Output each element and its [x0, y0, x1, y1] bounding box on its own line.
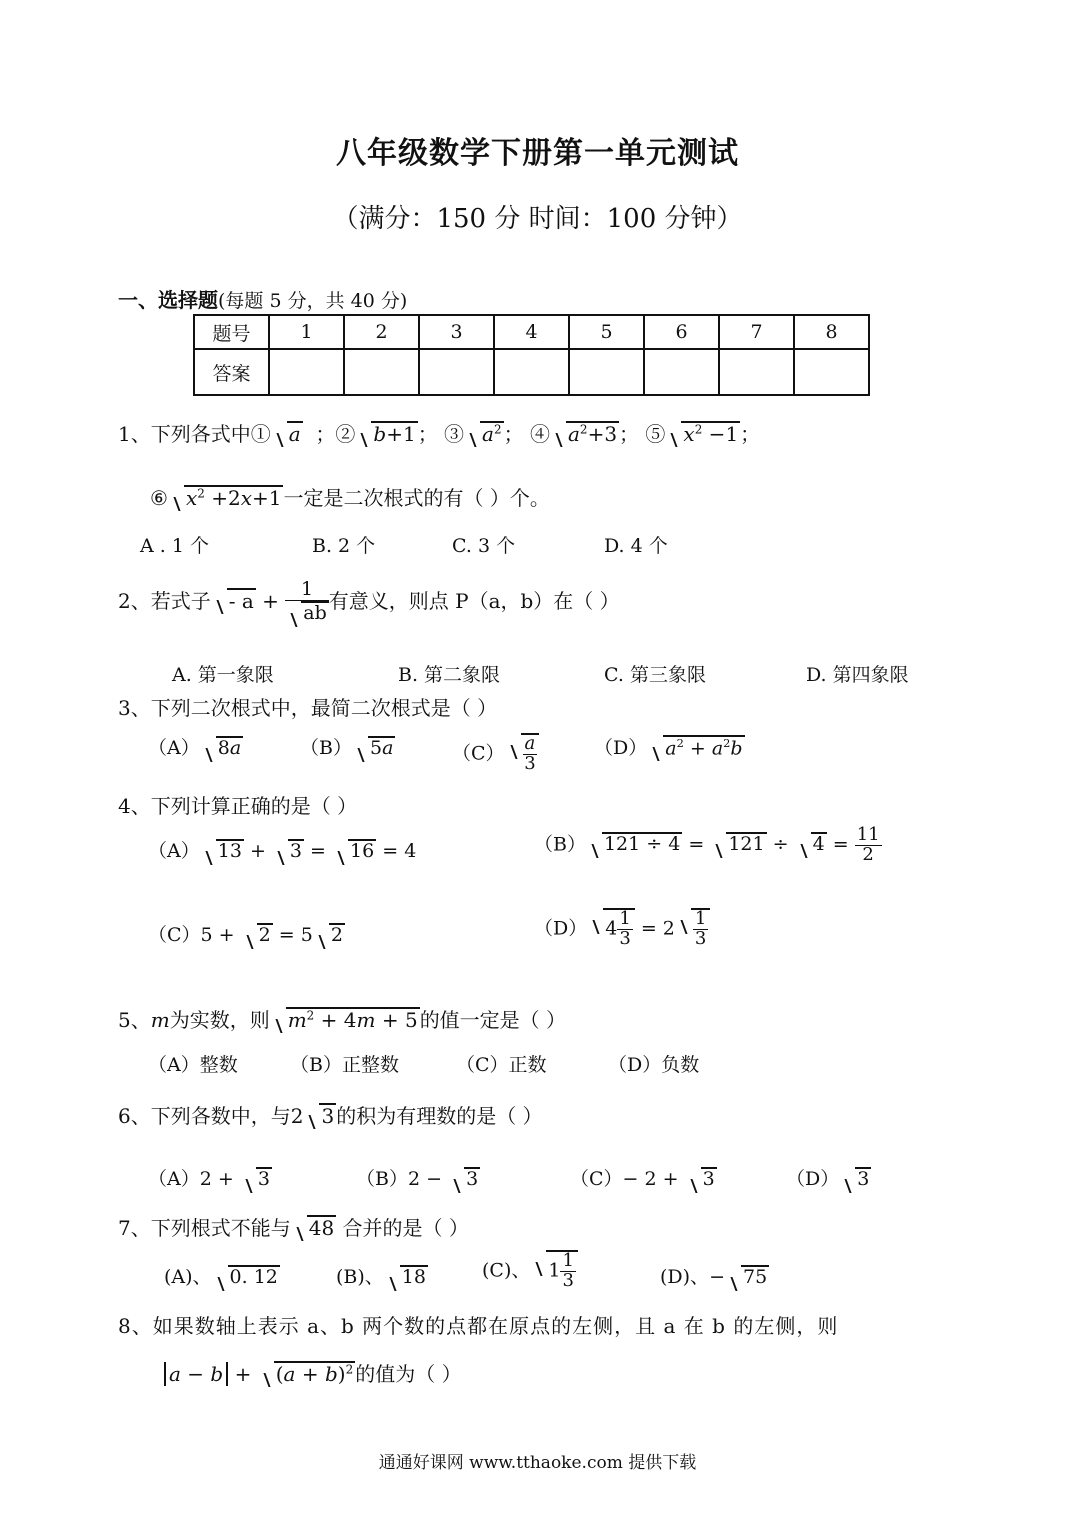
q5-option-a: （A）整数 — [148, 1054, 238, 1076]
q1-suffix: 一定是二次根式的有（ ）个。 — [283, 486, 550, 510]
table-number-cell: 7 — [719, 315, 794, 349]
question-1-line-1 — [118, 418, 760, 447]
q3-label-a: （A） — [148, 737, 200, 759]
q3-expr-d: $a^2 + a^2b$ — [649, 735, 744, 760]
q2-option-b: B. 第二象限 — [398, 664, 501, 686]
q4-option-d: （D） 4 $\frac{1}{3}$ = 2 $\frac{1}{3}$ — [534, 908, 710, 949]
q7-option-b: (B)、 18 — [336, 1266, 426, 1288]
table-number-cell: 4 — [494, 315, 569, 349]
section-title: 一、选择题 — [118, 288, 218, 312]
q1-expr-4: $a^2+3$ — [552, 421, 619, 446]
q5-option-d: （D）负数 — [608, 1054, 700, 1076]
q1-expr-1: a — [273, 421, 303, 446]
q4-label-b: （B） — [534, 833, 586, 856]
q3-expr-a: 8a — [202, 736, 243, 760]
page-subtitle: （满分：150 分 时间：100 分钟） — [332, 204, 743, 234]
q3-expr-b: 5a — [354, 736, 395, 760]
section-note: (每题 5 分，共 40 分) — [218, 290, 408, 312]
q7-option-c: (C)、 1 $\frac{1}{3}$ — [482, 1250, 578, 1291]
q3-option-a — [148, 733, 243, 760]
q7-label-b: (B)、 — [336, 1266, 384, 1288]
q4-option-a: （A） 13 + 3 = 16 = 4 — [148, 840, 417, 862]
q7-expr: 48 — [293, 1215, 336, 1240]
q2-option-a: A. 第一象限 — [172, 664, 274, 686]
q8-suffix: 的值为（ ） — [355, 1362, 462, 1386]
q1-sep-2: ； ③ — [417, 422, 465, 446]
answer-cell[interactable] — [344, 349, 419, 395]
q6-label-a: （A） — [148, 1168, 200, 1190]
question-5: 5、m为实数，则 $m^2 + 4m + 5$ 的值一定是（ ） — [118, 1008, 567, 1032]
question-4: 4、下列计算正确的是（ ） — [118, 794, 358, 818]
q4-option-b: （B） 121 ÷ 4 = 121 ÷ 4 = $\frac{11}{2}$ — [534, 824, 880, 865]
table-label-answer: 答案 — [194, 349, 269, 395]
q3-option-d — [594, 733, 745, 760]
q2-fraction: $\frac{1}{ab}$ — [285, 580, 329, 625]
answer-cell[interactable] — [644, 349, 719, 395]
q1-prefix: 1、下列各式中① — [118, 422, 271, 446]
q8-rad-expr: $(a + b)^2$ — [260, 1361, 356, 1386]
q6-prefix: 6、下列各数中，与 — [118, 1104, 291, 1128]
q4-label-c: （C） — [148, 924, 201, 946]
q6-label-b: （B） — [356, 1168, 408, 1190]
table-number-cell: 1 — [269, 315, 344, 349]
q2-expr-1: - a — [213, 588, 256, 613]
q1-expr-2: b+1 — [357, 421, 417, 446]
q6-option-b: （B）2 − 3 — [356, 1168, 479, 1190]
q4-label-d: （D） — [534, 917, 588, 940]
q1-option-a: A . 1 个 — [140, 535, 209, 557]
question-3: 3、下列二次根式中，最简二次根式是（ ） — [118, 696, 498, 720]
q1-option-b: B. 2 个 — [312, 535, 376, 557]
q5-suffix: 的值一定是（ ） — [419, 1008, 567, 1032]
q1-sep-1: ；② — [315, 422, 356, 446]
q1-option-c: C. 3 个 — [452, 535, 516, 557]
table-number-cell: 8 — [794, 315, 869, 349]
q5-prefix: 5、 — [118, 1008, 151, 1032]
q7-label-d: (D)、 — [660, 1266, 710, 1288]
q7-prefix: 7、下列根式不能与 — [118, 1216, 291, 1240]
q7-label-a: (A)、 — [164, 1266, 212, 1288]
q2-option-c: C. 第三象限 — [604, 664, 706, 686]
q1-circle-6: ⑥ — [150, 486, 168, 510]
answer-table-answer-row — [194, 349, 869, 395]
q1-option-d: D. 4 个 — [604, 535, 668, 557]
question-2: 2、若式子 - a + $\frac{1}{ab}$ 有意义，则点 P（a，b）在（ ） — [118, 578, 620, 624]
q2-prefix: 2、若式子 — [118, 588, 211, 613]
table-number-cell: 6 — [644, 315, 719, 349]
q1-expr-3: $a^2$ — [466, 421, 504, 446]
answer-cell[interactable] — [569, 349, 644, 395]
question-6: 6、下列各数中，与2 3 的积为有理数的是（ ） — [118, 1104, 543, 1128]
answer-cell[interactable] — [719, 349, 794, 395]
q4-label-a: （A） — [148, 840, 200, 862]
q7-option-a: (A)、 0. 12 — [164, 1266, 278, 1288]
q6-suffix: 的积为有理数的是（ ） — [336, 1104, 543, 1128]
answer-table — [193, 314, 870, 396]
q6-option-d: （D） 3 — [786, 1168, 870, 1190]
table-number-cell: 3 — [419, 315, 494, 349]
q5-expr: $m^2 + 4m + 5$ — [272, 1007, 420, 1032]
q2-suffix: 有意义，则点 P（a，b）在（ ） — [328, 588, 620, 613]
q7-label-c: (C)、 — [482, 1259, 531, 1282]
answer-cell[interactable] — [794, 349, 869, 395]
q3-label-b: （B） — [300, 737, 352, 759]
q6-expr: 3 — [305, 1103, 336, 1128]
q1-sep-5: ； — [740, 422, 761, 446]
q3-expr-c: $\frac{a}{3}$ — [507, 733, 540, 774]
question-8-line-1: 8、如果数轴上表示 a、b 两个数的点都在原点的左侧，且 a 在 b 的左侧，则 — [118, 1314, 839, 1338]
q1-sep-4: ； ⑤ — [619, 422, 666, 446]
q8-abs-expr: a − b — [164, 1362, 228, 1386]
section-heading — [118, 284, 407, 313]
q1-expr-6: $x^2 +2x+1$ — [170, 485, 284, 510]
q3-option-b — [300, 733, 395, 760]
q1-expr-5: $x^2 -1$ — [667, 421, 740, 446]
answer-table-header-row — [194, 315, 869, 349]
page-footer: 通通好课网 www.tthaoke.com 提供下载 — [378, 1453, 697, 1473]
table-number-cell: 5 — [569, 315, 644, 349]
question-1-line-2 — [150, 482, 550, 511]
q7-suffix: 合并的是（ ） — [342, 1216, 469, 1240]
answer-cell[interactable] — [419, 349, 494, 395]
q3-label-d: （D） — [594, 737, 648, 759]
page-title: 八年级数学下册第一单元测试 — [336, 136, 739, 171]
q3-option-c — [452, 733, 539, 774]
q4-option-c: （C）5 + 2 = 5 2 — [148, 924, 343, 946]
q5-mid: 为实数，则 — [169, 1008, 270, 1032]
q5-option-b: （B）正整数 — [290, 1054, 399, 1076]
q6-option-c: （C）− 2 + 3 — [570, 1168, 715, 1190]
q6-option-a: （A）2 + 3 — [148, 1168, 270, 1190]
question-7 — [118, 1212, 469, 1241]
q1-sep-3: ； ④ — [503, 422, 550, 446]
q2-option-d: D. 第四象限 — [806, 664, 909, 686]
table-label-number: 题号 — [194, 315, 269, 349]
q3-label-c: （C） — [452, 742, 505, 765]
q6-label-c: （C） — [570, 1168, 623, 1190]
q6-label-d: （D） — [786, 1168, 840, 1190]
answer-cell[interactable] — [269, 349, 344, 395]
q5-option-c: （C）正数 — [456, 1054, 547, 1076]
q7-option-d: (D)、− 75 — [660, 1266, 768, 1288]
question-8-line-2: $a - b + (a + b)^2$ 的值为（ ） — [164, 1358, 462, 1387]
table-number-cell: 2 — [344, 315, 419, 349]
answer-cell[interactable] — [494, 349, 569, 395]
